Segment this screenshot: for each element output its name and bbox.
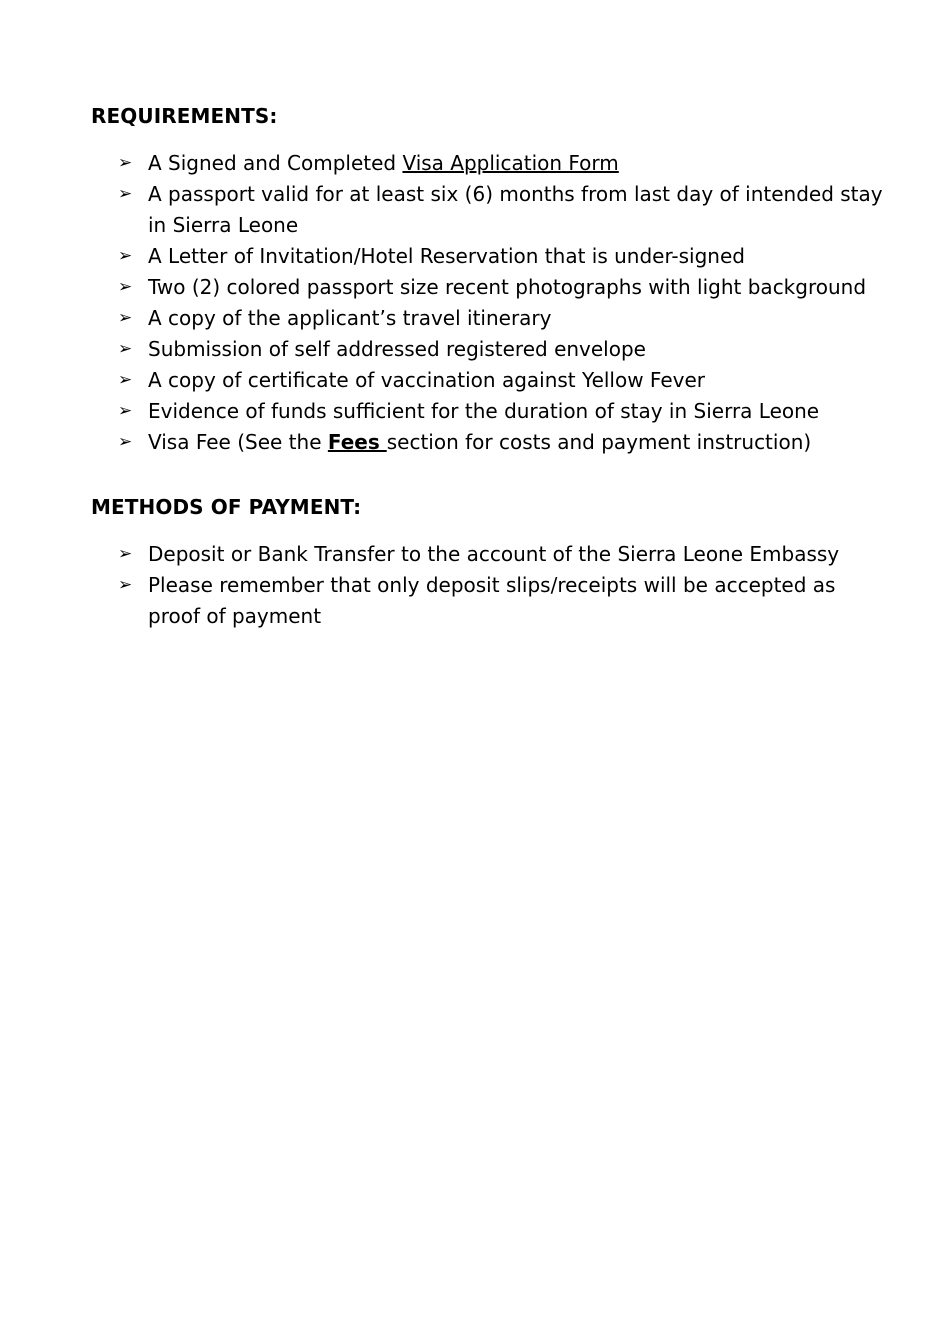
arrow-bullet-icon: ➢	[118, 277, 133, 297]
list-item	[0, 241, 883, 272]
arrow-bullet-icon: ➢	[118, 308, 133, 328]
arrow-bullet-icon: ➢	[118, 544, 133, 564]
visa-application-form-link[interactable]: Visa Application Form	[402, 151, 619, 175]
list-item	[0, 365, 883, 396]
arrow-bullet-icon: ➢	[118, 370, 133, 390]
arrow-bullet-icon: ➢	[118, 246, 133, 266]
item-text: Visa Fee (See the	[148, 430, 328, 454]
list-item	[0, 396, 883, 427]
item-text: A Signed and Completed	[148, 151, 403, 175]
item-text: A passport valid for at least six (6) months from last day of intended stay in Sierra Leone	[148, 182, 883, 237]
list-item	[0, 334, 883, 365]
list-item	[0, 179, 883, 241]
arrow-bullet-icon: ➢	[118, 401, 133, 421]
item-text: A Letter of Invitation/Hotel Reservation that is under-signed	[148, 244, 745, 268]
fees-section-link[interactable]: Fees	[327, 430, 387, 454]
arrow-bullet-icon: ➢	[118, 339, 133, 359]
arrow-bullet-icon: ➢	[118, 153, 133, 173]
list-item	[0, 303, 883, 334]
item-text: section for costs and payment instruction)	[386, 430, 812, 454]
payment-methods-list	[0, 539, 883, 632]
list-item	[0, 570, 883, 632]
list-item	[0, 272, 883, 303]
requirements-list	[0, 148, 883, 458]
item-text: A copy of the applicant’s travel itinerary	[148, 306, 552, 330]
list-item	[0, 427, 883, 458]
list-item	[0, 539, 883, 570]
item-text: Submission of self addressed registered envelope	[148, 337, 646, 361]
arrow-bullet-icon: ➢	[118, 184, 133, 204]
arrow-bullet-icon: ➢	[118, 432, 133, 452]
arrow-bullet-icon: ➢	[118, 575, 133, 595]
payment-methods-heading: METHODS OF PAYMENT:	[91, 495, 362, 519]
item-text: Evidence of funds sufficient for the duration of stay in Sierra Leone	[148, 399, 820, 423]
item-text: Please remember that only deposit slips/receipts will be accepted as proof of payment	[148, 573, 836, 628]
item-text: Two (2) colored passport size recent photographs with light background	[148, 275, 867, 299]
list-item	[0, 148, 883, 179]
requirements-heading: REQUIREMENTS:	[91, 104, 278, 128]
item-text: Deposit or Bank Transfer to the account of the Sierra Leone Embassy	[148, 542, 840, 566]
item-text: A copy of certificate of vaccination against Yellow Fever	[148, 368, 706, 392]
